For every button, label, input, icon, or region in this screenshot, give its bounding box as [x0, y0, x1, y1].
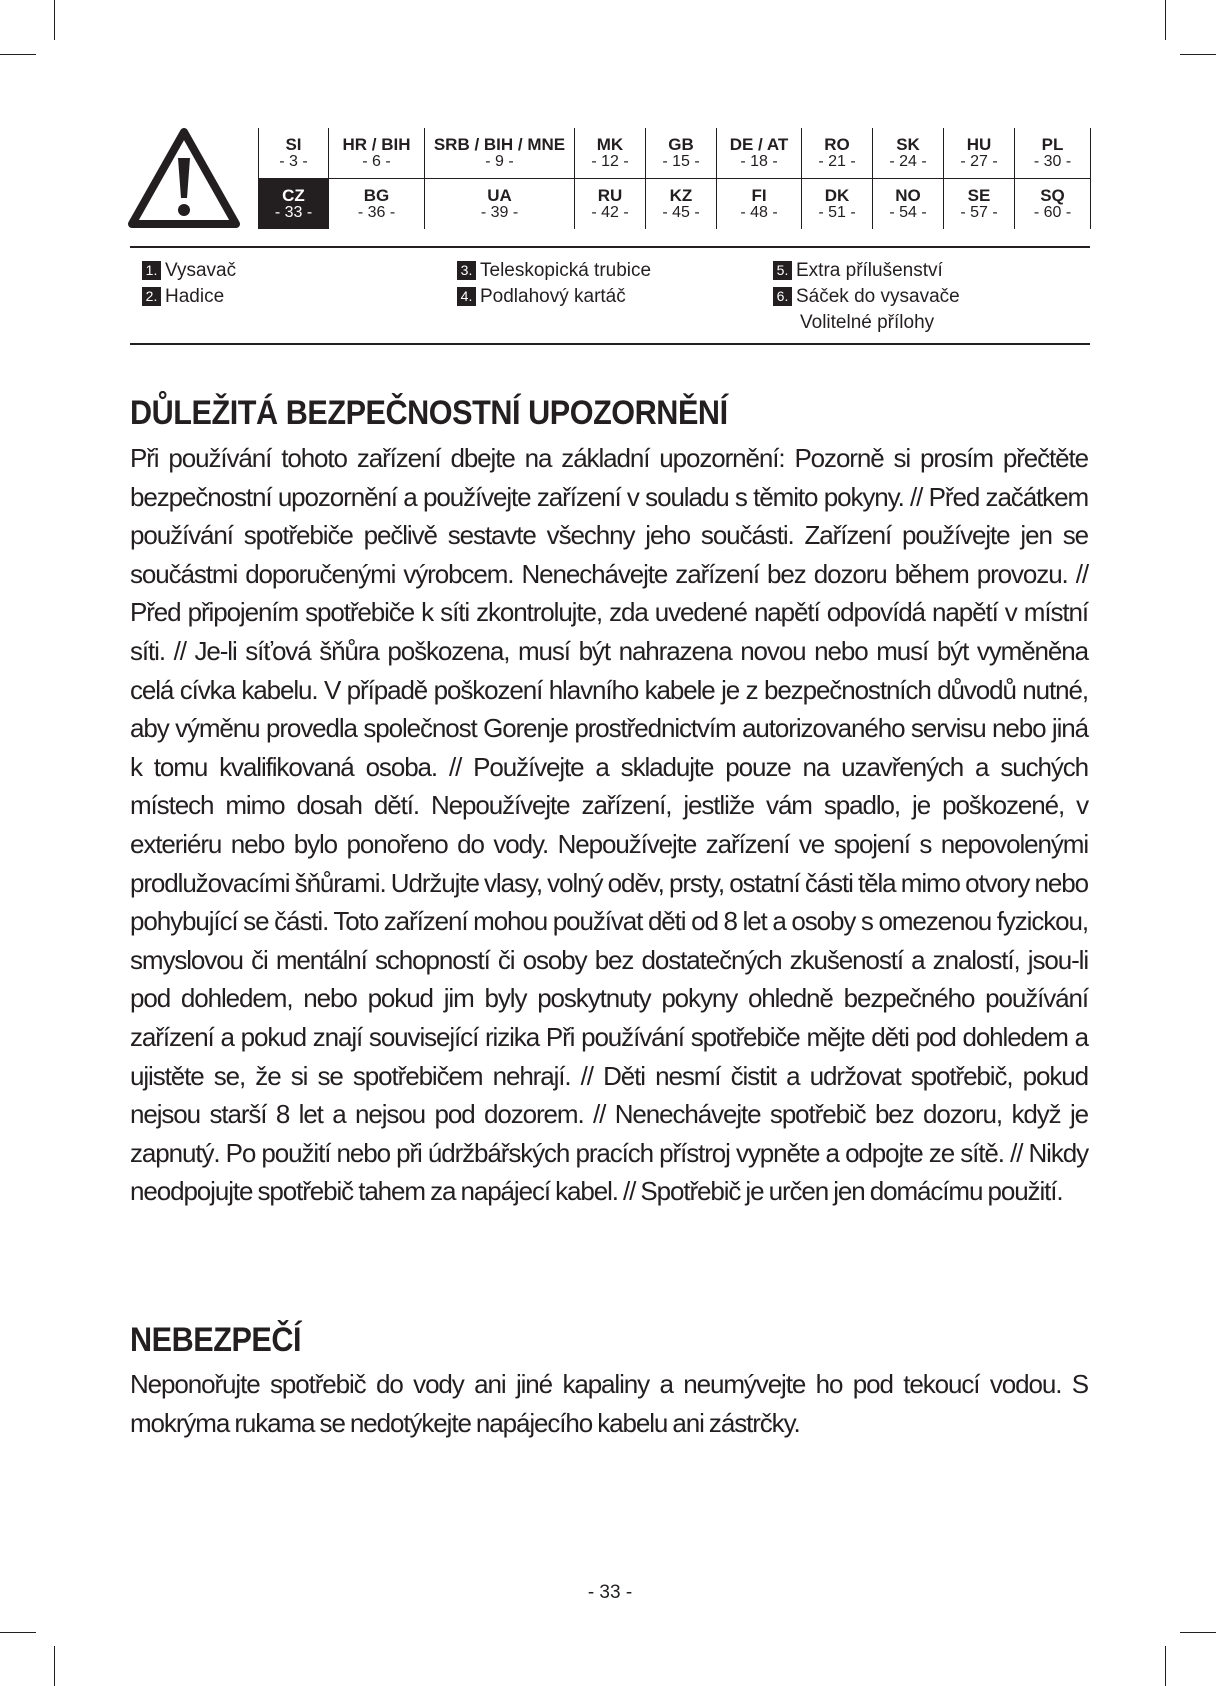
safety-heading: DŮLEŽITÁ BEZPEČNOSTNÍ UPOZORNĚNÍ [130, 394, 728, 432]
lang-cell-ua[interactable]: UA - 39 - [425, 179, 575, 230]
lang-cell-gb[interactable]: GB - 15 - [646, 128, 717, 179]
lang-cell-pl[interactable]: PL - 30 - [1015, 128, 1091, 179]
lang-cell-ru[interactable]: RU - 42 - [575, 179, 646, 230]
parts-column-1 [142, 258, 236, 310]
lang-cell-ro[interactable]: RO - 21 - [802, 128, 873, 179]
lang-cell-fi[interactable]: FI - 48 - [717, 179, 802, 230]
danger-heading: NEBEZPEČÍ [130, 1321, 302, 1359]
crop-mark-top-right-h [1180, 54, 1216, 55]
safety-text: Při používání tohoto zařízení dbejte na základní upozornění: Pozorně si prosím přečtěte bezpečnostní upozornění a používejte zařízení v souladu s těmito pokyny. // Před začátkem používání spotřebiče pečlivě sestavte všechny jeho součásti. Zařízení používejte jen se součástmi doporučenými výrobcem. Nenechávejte zařízení bez dozoru během provozu. // Před připojením spotřebiče k síti zkontrolujte, zda uvedené napětí odpovídá napětí v místní síti. // Je-li síťová šňůra poškozena, musí být nahrazena novou nebo musí být vyměněna celá cívka kabelu. V případě poškození hlavního kabele je z bezpečnostních důvodů nutné, aby výměnu provedla společnost Gorenje prostřednictvím autorizovaného servisu nebo jiná k tomu kvalifikovaná osoba. // Používejte a skladujte pouze na uzavřených a suchých místech mimo dosah dětí. Nepoužívejte zařízení, jestliže vám spadlo, je poškozené, v exteriéru nebo bylo ponořeno do vody. Nepoužívejte zařízení ve spojení s nepovolenými prodlužovacími šňůrami. Udržujte vlasy, volný oděv, prsty, ostatní části těla mimo otvory nebo pohybující se části. Toto zařízení mohou používat děti od 8 let a osoby s omezenou fyzickou, smyslovou či mentální schopností či osoby bez dostatečných zkušeností a znalostí, jsou-li pod dohledem, nebo pokud jim byly poskytnuty pokyny ohledně bezpečného používání zařízení a pokud znají související rizika Při používání spotřebiče mějte děti pod dohledem a ujistěte se, že si se spotřebičem nehrají. // Děti nesmí čistit a udržovat spotřebič, pokud nejsou starší 8 let a nejsou pod dozorem. // Nenechávejte spotřebič bez dozoru, když je zapnutý. Po použití nebo při údržbářských pracích přístroj vypněte a odpojte ze sítě. // Nikdy neodpojujte spotřebič tahem za napájecí kabel. // Spotřebič je určen jen domácímu použití. [130, 443, 1088, 1207]
page-number: - 33 - [587, 1582, 633, 1603]
lang-cell-mk[interactable]: MK - 12 - [575, 128, 646, 179]
parts-column-3 [773, 258, 960, 336]
danger-text: Neponořujte spotřebič do vody ani jiné kapaliny a neumývejte ho pod tekoucí vodou. S mokrýma rukama se nedotýkejte napájecího kabelu ani zástrčky. [130, 1369, 1088, 1438]
lang-cell-se[interactable]: SE - 57 - [944, 179, 1015, 230]
lang-cell-srb-bih-mne[interactable]: SRB / BIH / MNE - 9 - [425, 128, 575, 179]
optional-attachments-note: Volitelné přílohy [800, 312, 935, 333]
bottom-divider [130, 343, 1090, 345]
lang-cell-hu[interactable]: HU - 27 - [944, 128, 1015, 179]
part-item: 1. Vysavač [142, 258, 236, 284]
crop-mark-bottom-left-h [0, 1632, 36, 1633]
lang-cell-kz[interactable]: KZ - 45 - [646, 179, 717, 230]
top-divider [130, 246, 1090, 248]
lang-cell-bg[interactable]: BG - 36 - [329, 179, 425, 230]
crop-mark-bottom-right-v [1165, 1646, 1166, 1686]
warning-triangle-icon [126, 126, 242, 230]
language-index-table [258, 128, 1091, 229]
crop-mark-top-right-v [1165, 0, 1166, 40]
part-item: 6. Sáček do vysavače [773, 284, 960, 310]
lang-cell-cz-active[interactable]: CZ - 33 - [259, 179, 329, 230]
lang-cell-de-at[interactable]: DE / AT - 18 - [717, 128, 802, 179]
part-item: 3. Teleskopická trubice [457, 258, 651, 284]
crop-mark-top-left-h [0, 54, 36, 55]
part-item: 5. Extra přílušenství [773, 258, 960, 284]
parts-column-2 [457, 258, 651, 310]
lang-cell-sq[interactable]: SQ - 60 - [1015, 179, 1091, 230]
crop-mark-bottom-right-h [1180, 1632, 1216, 1633]
lang-cell-hr-bih[interactable]: HR / BIH - 6 - [329, 128, 425, 179]
crop-mark-bottom-left-v [54, 1646, 55, 1686]
part-item: 2. Hadice [142, 284, 236, 310]
lang-cell-si[interactable]: SI - 3 - [259, 128, 329, 179]
lang-cell-no[interactable]: NO - 54 - [873, 179, 944, 230]
crop-mark-top-left-v [54, 0, 55, 40]
lang-cell-sk[interactable]: SK - 24 - [873, 128, 944, 179]
lang-cell-dk[interactable]: DK - 51 - [802, 179, 873, 230]
part-item: 4. Podlahový kartáč [457, 284, 651, 310]
